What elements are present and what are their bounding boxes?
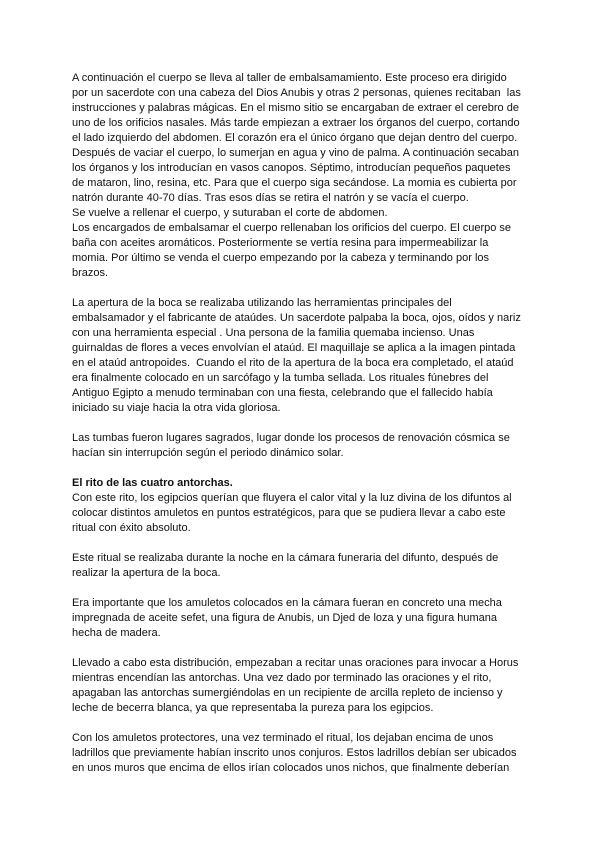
text-line: iniciado su viaje hacia la otra vida gloriosa. <box>72 402 281 414</box>
text-line: era finalmente colocado en un sarcófago y la tumba sellada. Los rituales fúnebres del <box>72 372 489 384</box>
text-line: instrucciones y palabras mágicas. En el mismo sitio se encargaban de extraer el cerebro de <box>72 102 519 114</box>
text-line: hacían sin interrupción según el periodo dinámico solar. <box>72 447 344 459</box>
text-line: Era importante que los amuletos colocados en la cámara fueran en concreto una mecha <box>72 597 502 609</box>
text-line: ritual con éxito absoluto. <box>72 522 191 534</box>
text-line: Las tumbas fueron lugares sagrados, lugar donde los procesos de renovación cósmica se <box>72 432 510 444</box>
section-heading: El rito de las cuatro antorchas. <box>72 477 233 489</box>
section-four-torches <box>72 476 532 536</box>
text-line: ladrillos que previamente habían inscrito unos conjuros. Estos ladrillos debían ser ubicados <box>72 747 517 759</box>
text-line: Con los amuletos protectores, una vez terminado el ritual, los dejaban encima de unos <box>72 732 494 744</box>
paragraph-mouth-opening <box>72 296 532 416</box>
text-line: por un sacerdote con una cabeza del Dios Anubis y otras 2 personas, quienes recitaban las <box>72 87 521 99</box>
text-line: baña con aceites aromáticos. Posteriormente se vertía resina para impermeabilizar la <box>72 237 489 249</box>
text-line: embalsamador y el fabricante de ataúdes. Un sacerdote palpaba la boca, ojos, oídos y nariz <box>72 312 521 324</box>
document-page <box>72 71 532 791</box>
text-line: A continuación el cuerpo se lleva al taller de embalsamamiento. Este proceso era dirigido <box>72 72 507 84</box>
text-line: el lado izquierdo del abdomen. El corazón era el único órgano que dejan dentro del cuerpo. <box>72 132 518 144</box>
text-line: apagaban las antorchas sumergiéndolas en un recipiente de arcilla repleto de incienso y <box>72 687 503 699</box>
text-line: La apertura de la boca se realizaba utilizando las herramientas principales del <box>72 297 452 309</box>
paragraph-embalming <box>72 71 532 281</box>
paragraph-night-ritual <box>72 551 532 581</box>
paragraph-prayers <box>72 656 532 716</box>
text-line: con una herramienta especial . Una persona de la familia quemaba incienso. Unas <box>72 327 475 339</box>
paragraph-bricks <box>72 731 532 776</box>
text-line: colocar distintos amuletos en puntos estratégicos, para que se pudiera llevar a cabo este <box>72 507 506 519</box>
text-line: brazos. <box>72 267 109 279</box>
text-line: Con este rito, los egipcios querían que fluyera el calor vital y la luz divina de los difuntos al <box>72 492 512 504</box>
text-line: natrón durante 40-70 días. Tras esos días se retira el natrón y se vacía el cuerpo. <box>72 192 469 204</box>
text-line: Antiguo Egipto a menudo terminaban con una fiesta, celebrando que el fallecido había <box>72 387 493 399</box>
text-line: Se vuelve a rellenar el cuerpo, y suturaban el corte de abdomen. <box>72 207 388 219</box>
text-line: impregnada de aceite sefet, una figura de Anubis, un Djed de loza y una figura humana <box>72 612 498 624</box>
text-line: hecha de madera. <box>72 627 161 639</box>
text-line: leche de becerra blanca, ya que representaba la pureza para los egipcios. <box>72 702 434 714</box>
text-line: en unos muros que encima de ellos irían colocados unos nichos, que finalmente deberían <box>72 762 510 774</box>
text-line: momia. Por último se venda el cuerpo empezando por la cabeza y terminando por los <box>72 252 490 264</box>
text-line: Los encargados de embalsamar el cuerpo rellenaban los orificios del cuerpo. El cuerpo se <box>72 222 512 234</box>
text-line: mientras encendían las antorchas. Una vez dado por terminado las oraciones y el rito, <box>72 672 492 684</box>
text-line: de mataron, lino, resina, etc. Para que el cuerpo siga secándose. La momia es cubierta por <box>72 177 517 189</box>
paragraph-tombs <box>72 431 532 461</box>
text-line: uno de los orificios nasales. Más tarde empiezan a extraer los órganos del cuerpo, cortando <box>72 117 520 129</box>
text-line: los órganos y los introducían en vasos canopos. Séptimo, introducían pequeños paquetes <box>72 162 511 174</box>
text-line: Llevado a cabo esta distribución, empezaban a recitar unas oraciones para invocar a Horus <box>72 657 519 669</box>
text-line: guirnaldas de flores a veces envolvían el ataúd. El maquillaje se aplica a la imagen pintada <box>72 342 516 354</box>
text-line: en el ataúd antropoides. Cuando el rito de la apertura de la boca era completado, el ataúd <box>72 357 514 369</box>
text-line: realizar la apertura de la boca. <box>72 567 221 579</box>
text-line: Después de vaciar el cuerpo, lo sumerjan en agua y vino de palma. A continuación secaban <box>72 147 520 159</box>
text-line: Este ritual se realizaba durante la noche en la cámara funeraria del difunto, después de <box>72 552 499 564</box>
paragraph-amulets <box>72 596 532 641</box>
